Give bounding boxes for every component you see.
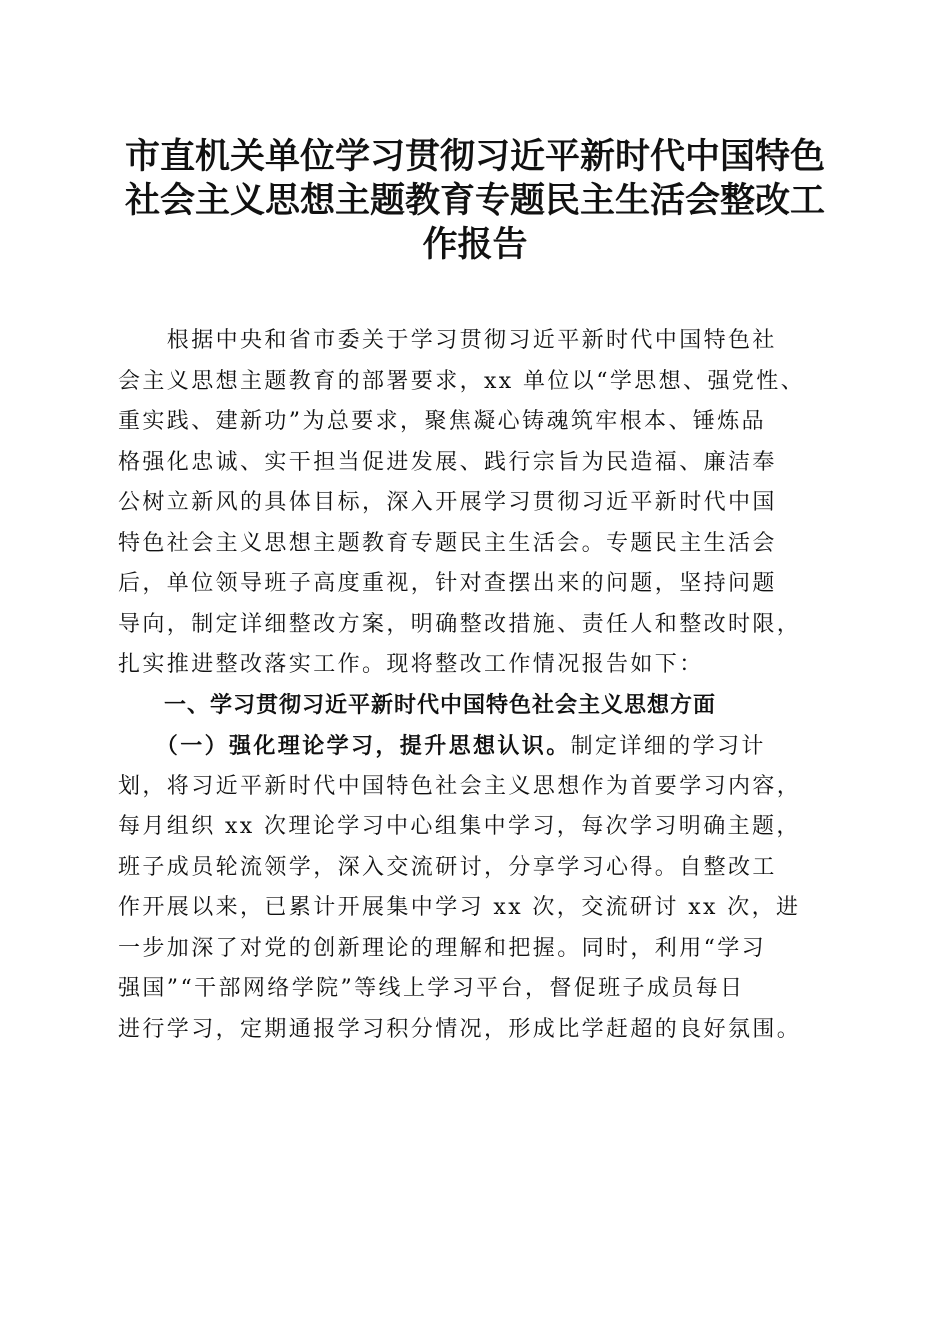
text-line — [118, 726, 836, 767]
text-line: 根据中央和省市委关于学习贯彻习近平新时代中国特色社 — [118, 328, 777, 353]
text-line: 每月组织 xx 次理论学习中心组集中学习，每次学习明确主题， — [118, 814, 801, 839]
text-line: 班子成员轮流领学，深入交流研讨，分享学习心得。自整改工 — [118, 854, 777, 880]
text-fragment: 制定详细的学习计 — [570, 734, 766, 759]
text-line: 公树立新风的具体目标，深入开展学习贯彻习近平新时代中国 — [118, 490, 777, 515]
text-line: 后，单位领导班子高度重视，针对查摆出来的问题，坚持问题 — [118, 571, 777, 596]
text-line: 会主义思想主题教育的部署要求，xx 单位以“学思想、强党性、 — [118, 368, 806, 394]
subsection-heading: （一）强化理论学习，提升思想认识。 — [118, 733, 571, 759]
title-line: 社会主义思想主题教育专题民主生活会整改工 — [124, 180, 825, 221]
intro-paragraph — [118, 321, 836, 686]
text-line: 特色社会主义思想主题教育专题民主生活会。专题民主生活会 — [118, 530, 777, 556]
document-title — [110, 135, 840, 267]
text-line: 格强化忠诚、实干担当促进发展、践行宗旨为民造福、廉洁奉 — [118, 449, 777, 475]
document-body — [118, 321, 836, 1050]
title-line: 作报告 — [422, 224, 528, 265]
text-line: 导向，制定详细整改方案，明确整改措施、责任人和整改时限， — [118, 611, 802, 637]
text-line: 扎实推进整改落实工作。现将整改工作情况报告如下： — [118, 652, 704, 677]
section-paragraph — [118, 726, 836, 1050]
text-line: 一步加深了对党的创新理论的理解和把握。同时，利用“学习 — [118, 935, 767, 961]
text-line: 强国”“干部网络学院”等线上学习平台，督促班子成员每日 — [118, 976, 745, 1001]
section-heading: 一、学习贯彻习近平新时代中国特色社会主义思想方面 — [118, 692, 717, 718]
text-line: 重实践、建新功”为总要求，聚焦凝心铸魂筑牢根本、锤炼品 — [118, 409, 767, 434]
text-line: 划，将习近平新时代中国特色社会主义思想作为首要学习内容， — [118, 773, 802, 799]
title-line: 市直机关单位学习贯彻习近平新时代中国特色 — [124, 136, 825, 177]
text-line: 作开展以来，已累计开展集中学习 xx 次，交流研讨 xx 次，进 — [118, 895, 801, 920]
text-line: 进行学习，定期通报学习积分情况，形成比学赶超的良好氛围。 — [118, 1016, 802, 1042]
